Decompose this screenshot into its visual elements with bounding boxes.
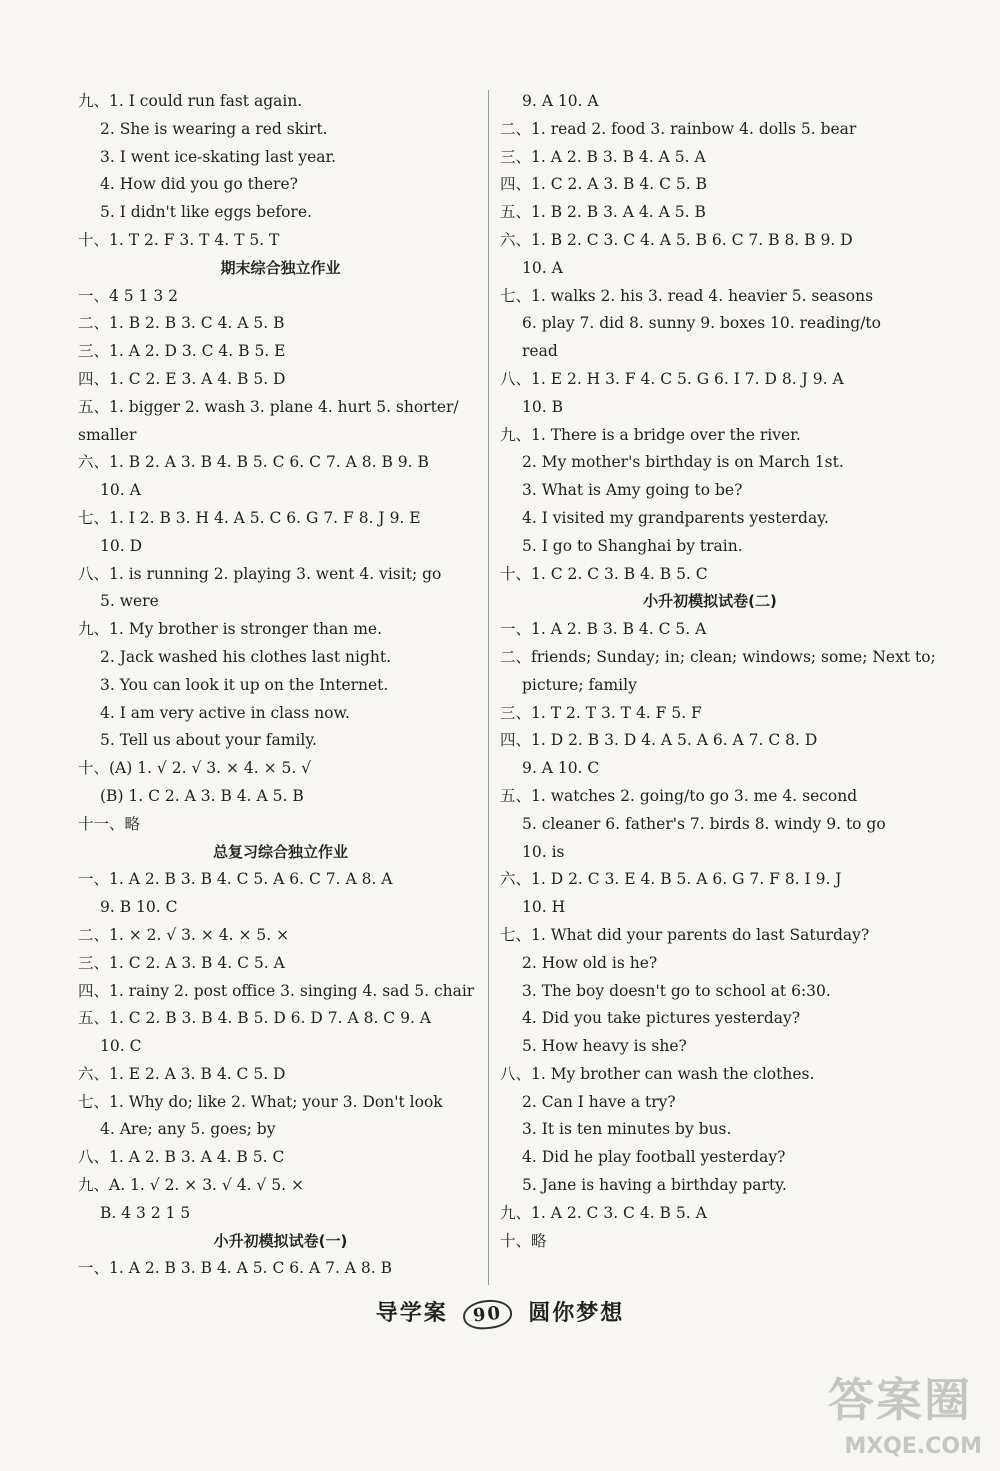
watermark-logo — [812, 1364, 982, 1459]
answer-line: 一、1. A 2. B 3. B 4. C 5. A 6. C 7. A 8. A — [78, 870, 393, 889]
answer-line: 4. I am very active in class now. — [100, 703, 350, 722]
answer-line: 10. A — [522, 258, 563, 277]
answer-line: 十一、略 — [78, 814, 141, 833]
footer-left-text: 导学案 — [375, 1300, 448, 1326]
answer-line: 2. How old is he? — [522, 953, 658, 972]
page-footer — [0, 1296, 1000, 1329]
answer-column-left — [78, 88, 483, 1283]
section-heading: 小升初模拟试卷(二) — [643, 592, 777, 611]
answer-line: 5. were — [100, 592, 159, 611]
answer-line: 5. I didn't like eggs before. — [100, 203, 312, 222]
answer-line: 十、1. T 2. F 3. T 4. T 5. T — [78, 230, 280, 249]
page-number: 90 — [462, 1298, 514, 1332]
answer-line: 10. B — [522, 397, 563, 416]
answer-line: 九、A. 1. √ 2. × 3. √ 4. √ 5. × — [78, 1176, 304, 1195]
answer-line: 4. How did you go there? — [100, 175, 298, 194]
answer-line: 三、1. A 2. B 3. B 4. A 5. A — [500, 147, 706, 166]
answer-line: 6. play 7. did 8. sunny 9. boxes 10. reading/to — [522, 314, 881, 333]
section-heading: 期末综合独立作业 — [220, 258, 341, 277]
answer-line: 5. Jane is having a birthday party. — [522, 1176, 787, 1195]
section-heading: 小升初模拟试卷(一) — [213, 1231, 348, 1250]
answer-line: 七、1. walks 2. his 3. read 4. heavier 5. seasons — [500, 286, 874, 305]
answer-line: 八、1. is running 2. playing 3. went 4. visit; go — [78, 564, 442, 583]
answer-line: 5. How heavy is she? — [522, 1037, 687, 1056]
answer-line: 六、1. E 2. A 3. B 4. C 5. D — [78, 1064, 286, 1083]
answer-line: 九、1. I could run fast again. — [78, 92, 303, 110]
answer-line: 九、1. A 2. C 3. C 4. B 5. A — [500, 1203, 707, 1222]
answer-line: 七、1. I 2. B 3. H 4. A 5. C 6. G 7. F 8. J 9. E — [78, 508, 421, 527]
answer-line: 二、friends; Sunday; in; clean; windows; some; Next to; — [500, 647, 936, 666]
answer-line: 5. cleaner 6. father's 7. birds 8. windy 9. to go — [522, 814, 886, 833]
answer-line: 5. Tell us about your family. — [100, 731, 317, 750]
answer-line: 十、略 — [500, 1231, 547, 1250]
answer-line: 3. I went ice-skating last year. — [100, 147, 337, 166]
answer-line: 3. You can look it up on the Internet. — [100, 675, 389, 694]
answer-line: 一、1. A 2. B 3. B 4. C 5. A — [500, 620, 707, 639]
answer-line: smaller — [78, 425, 137, 444]
answer-line: 3. What is Amy going to be? — [522, 481, 743, 500]
answer-line: 10. D — [100, 536, 143, 555]
answer-line: 2. Jack washed his clothes last night. — [100, 647, 392, 666]
answer-line: 2. Can I have a try? — [522, 1092, 676, 1111]
answer-line: 4. Are; any 5. goes; by — [100, 1120, 276, 1139]
answer-line: 四、1. C 2. E 3. A 4. B 5. D — [78, 369, 286, 388]
answer-line: 10. A — [100, 481, 141, 500]
answer-line: 10. is — [522, 842, 565, 861]
answer-line: 八、1. My brother can wash the clothes. — [500, 1064, 815, 1083]
answer-line: 六、1. B 2. A 3. B 4. B 5. C 6. C 7. A 8. B 9. B — [78, 453, 429, 472]
answer-line: (B) 1. C 2. A 3. B 4. A 5. B — [100, 786, 304, 805]
answer-line: 9. B 10. C — [100, 898, 178, 917]
answer-line: 十、(A) 1. √ 2. √ 3. × 4. × 5. √ — [78, 759, 312, 778]
answer-line: 一、4 5 1 3 2 — [78, 286, 179, 305]
answer-line: 七、1. What did your parents do last Saturday? — [500, 925, 870, 944]
footer-right-text: 圆你梦想 — [528, 1300, 625, 1326]
answer-line: 5. I go to Shanghai by train. — [522, 536, 743, 555]
watermark-text: 答案圈 — [828, 1373, 972, 1427]
answer-line: picture; family — [522, 675, 637, 694]
answer-line: 10. H — [522, 898, 566, 917]
answer-line: 三、1. T 2. T 3. T 4. F 5. F — [500, 703, 702, 722]
answer-line: 二、1. B 2. B 3. C 4. A 5. B — [78, 314, 285, 333]
answer-line: 3. It is ten minutes by bus. — [522, 1120, 732, 1139]
answer-line: 六、1. B 2. C 3. C 4. A 5. B 6. C 7. B 8. B 9. D — [500, 230, 853, 249]
answer-line: 三、1. C 2. A 3. B 4. C 5. A — [78, 953, 285, 972]
answer-line: 二、1. × 2. √ 3. × 4. × 5. × — [78, 925, 290, 944]
answer-line: 4. Did you take pictures yesterday? — [522, 1009, 801, 1028]
answer-line: read — [522, 342, 558, 361]
answer-line: 四、1. D 2. B 3. D 4. A 5. A 6. A 7. C 8. D — [500, 731, 818, 750]
answer-line: 9. A 10. A — [522, 92, 599, 110]
answer-line: 2. She is wearing a red skirt. — [100, 119, 328, 138]
answer-line: 4. I visited my grandparents yesterday. — [522, 508, 829, 527]
answer-line: 五、1. watches 2. going/to go 3. me 4. second — [500, 786, 858, 805]
watermark-url: MXQE.COM — [844, 1434, 982, 1459]
answer-line: 4. Did he play football yesterday? — [522, 1148, 786, 1167]
answer-line: 九、1. My brother is stronger than me. — [78, 620, 382, 639]
answer-line: 八、1. E 2. H 3. F 4. C 5. G 6. I 7. D 8. J 9. A — [500, 369, 844, 388]
answer-line: 五、1. bigger 2. wash 3. plane 4. hurt 5. shorter/ — [78, 397, 459, 416]
answer-line: 七、1. Why do; like 2. What; your 3. Don't look — [78, 1092, 443, 1111]
section-heading: 总复习综合独立作业 — [212, 842, 348, 861]
answer-line: 十、1. C 2. C 3. B 4. B 5. C — [500, 564, 708, 583]
answer-line: 五、1. C 2. B 3. B 4. B 5. D 6. D 7. A 8. C 9. A — [78, 1009, 431, 1028]
column-divider — [488, 90, 489, 1285]
answer-line: 一、1. A 2. B 3. B 4. A 5. C 6. A 7. A 8. B — [78, 1259, 393, 1278]
answer-line: 3. The boy doesn't go to school at 6:30. — [522, 981, 831, 1000]
answer-line: 九、1. There is a bridge over the river. — [500, 425, 801, 444]
answer-line: 2. My mother's birthday is on March 1st. — [522, 453, 844, 472]
answer-line: 四、1. rainy 2. post office 3. singing 4. sad 5. chair — [78, 981, 475, 1000]
answer-line: 10. C — [100, 1037, 142, 1056]
answer-column-right — [500, 88, 936, 1255]
answer-line: 五、1. B 2. B 3. A 4. A 5. B — [500, 203, 706, 222]
answer-line: 四、1. C 2. A 3. B 4. C 5. B — [500, 175, 707, 194]
answer-line: B. 4 3 2 1 5 — [100, 1203, 191, 1222]
answer-line: 二、1. read 2. food 3. rainbow 4. dolls 5. bear — [500, 119, 857, 138]
answer-line: 9. A 10. C — [522, 759, 600, 778]
answer-line: 三、1. A 2. D 3. C 4. B 5. E — [78, 342, 286, 361]
answer-line: 六、1. D 2. C 3. E 4. B 5. A 6. G 7. F 8. I 9. J — [500, 870, 842, 889]
answer-line: 八、1. A 2. B 3. A 4. B 5. C — [78, 1148, 285, 1167]
